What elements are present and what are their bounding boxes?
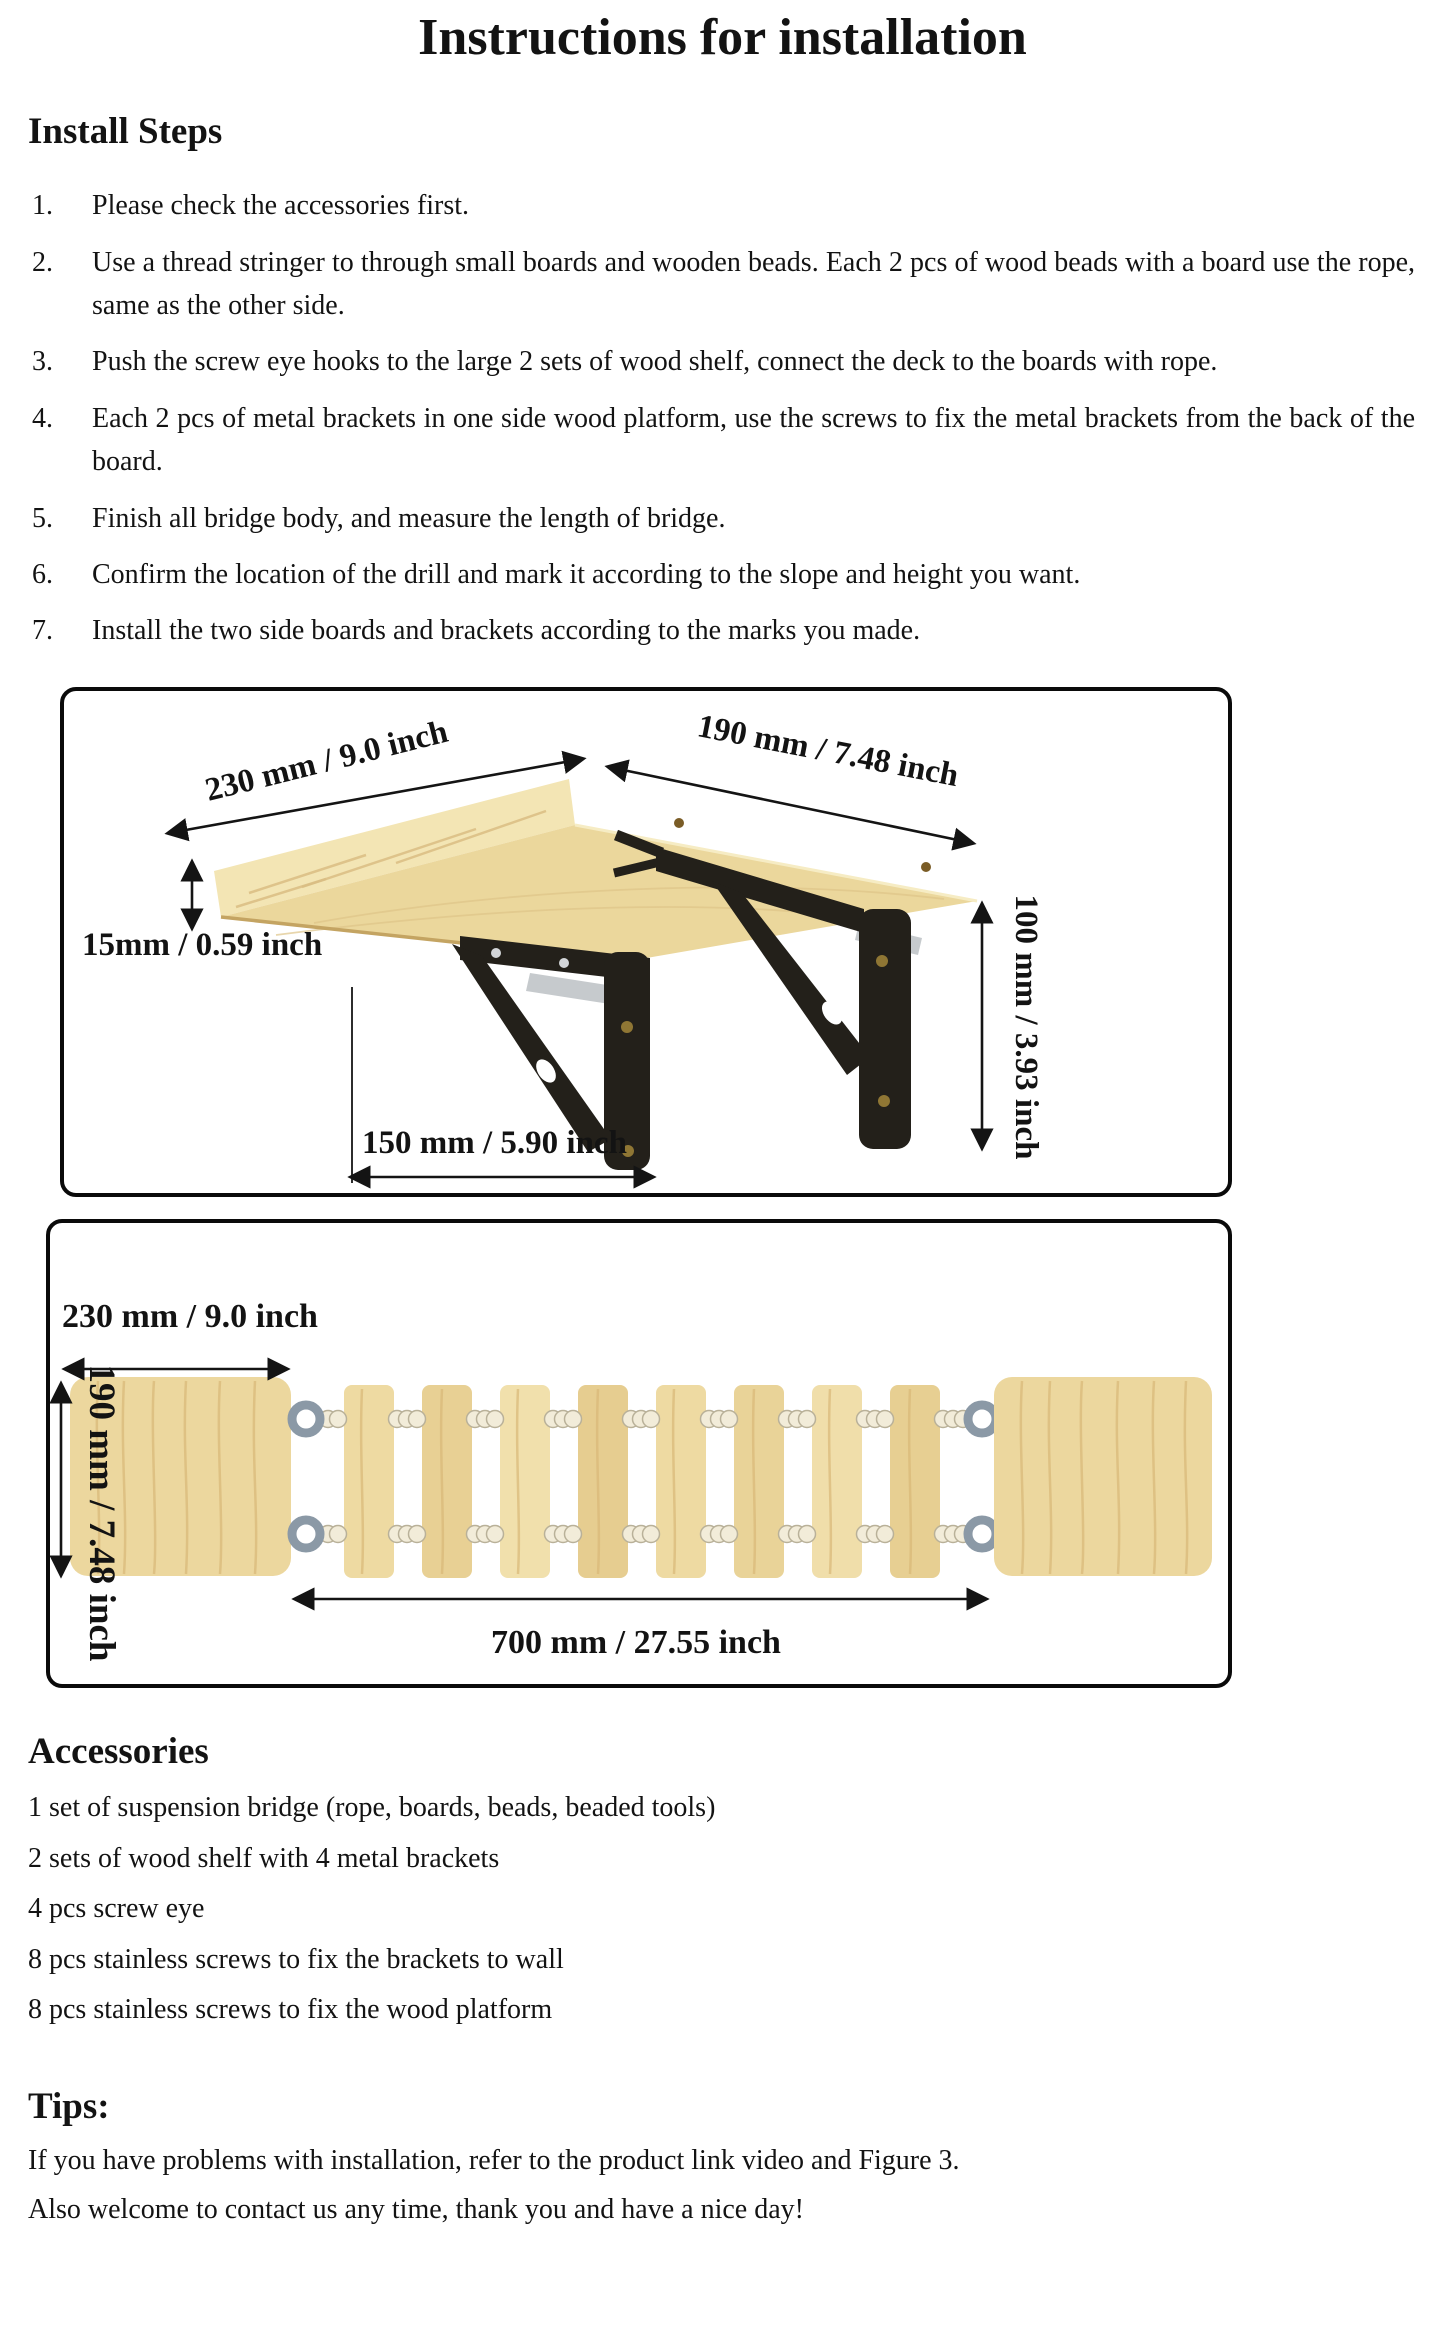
install-step bbox=[30, 609, 1415, 652]
install-steps-heading: Install Steps bbox=[28, 110, 223, 152]
dimension-label-15: 15mm / 0.59 inch bbox=[82, 926, 323, 963]
screw bbox=[878, 1095, 890, 1107]
figure-bridge bbox=[50, 1223, 1228, 1684]
dimension-label-190: 190 mm / 7.48 inch bbox=[694, 707, 962, 794]
dimension-label-700: 700 mm / 27.55 inch bbox=[491, 1623, 781, 1661]
screw bbox=[491, 948, 501, 958]
install-steps-list bbox=[30, 184, 1415, 653]
screw-hole bbox=[921, 862, 931, 872]
screw-eye-ring bbox=[292, 1405, 320, 1433]
install-step-text: Please check the accessories first. bbox=[92, 190, 470, 222]
screw bbox=[559, 958, 569, 968]
screw-eye-ring bbox=[292, 1520, 320, 1548]
install-step-text: Confirm the location of the drill and mark it according to the slope and height you want. bbox=[92, 558, 1081, 590]
install-step-text: Each 2 pcs of metal brackets in one side wood platform, use the screws to fix the metal brackets from the back of the board. bbox=[92, 402, 1415, 478]
figure-shelf-frame bbox=[60, 687, 1232, 1197]
dimension-label-190: 190 mm / 7.48 inch bbox=[81, 1364, 122, 1662]
install-step-text: Push the screw eye hooks to the large 2 sets of wood shelf, connect the deck to the boards with rope. bbox=[92, 346, 1218, 378]
screw bbox=[876, 955, 888, 967]
bracket-wall-plate bbox=[859, 909, 911, 1149]
install-step bbox=[30, 553, 1415, 596]
install-step-text: Install the two side boards and brackets according to the marks you made. bbox=[92, 615, 921, 647]
dimension-label-150: 150 mm / 5.90 inch bbox=[362, 1124, 627, 1161]
figure-shelf bbox=[64, 691, 1228, 1193]
accessory-item: 1 set of suspension bridge (rope, boards, beads, beaded tools) bbox=[28, 1792, 716, 1824]
accessory-item: 4 pcs screw eye bbox=[28, 1893, 205, 1925]
dimension-label-100: 100 mm / 3.93 inch bbox=[1008, 894, 1044, 1160]
tip-line: Also welcome to contact us any time, thank you and have a nice day! bbox=[28, 2194, 804, 2226]
figure-bridge-frame bbox=[46, 1219, 1232, 1688]
tip-line: If you have problems with installation, refer to the product link video and Figure 3. bbox=[28, 2145, 960, 2177]
page-title: Instructions for installation bbox=[418, 9, 1027, 66]
bridge-right-board bbox=[994, 1377, 1212, 1576]
rope-beads bbox=[310, 1410, 972, 1542]
accessory-item: 8 pcs stainless screws to fix the brackets to wall bbox=[28, 1943, 564, 1975]
install-step bbox=[30, 397, 1415, 484]
install-step bbox=[30, 241, 1415, 328]
tips-heading: Tips: bbox=[28, 2086, 110, 2128]
screw-hole bbox=[674, 818, 684, 828]
dimension-label-230: 230 mm / 9.0 inch bbox=[62, 1297, 318, 1335]
dimension-label-230: 230 mm / 9.0 inch bbox=[201, 713, 452, 809]
screw bbox=[621, 1021, 633, 1033]
accessory-item: 8 pcs stainless screws to fix the wood platform bbox=[28, 1994, 553, 2026]
accessory-item: 2 sets of wood shelf with 4 metal brackets bbox=[28, 1842, 500, 1874]
accessories-heading: Accessories bbox=[28, 1730, 209, 1772]
install-step-text: Finish all bridge body, and measure the length of bridge. bbox=[92, 502, 726, 534]
install-step-text: Use a thread stringer to through small boards and wooden beads. Each 2 pcs of wood beads with a board use the rope, same as the other side. bbox=[92, 246, 1415, 321]
install-step bbox=[30, 184, 1415, 227]
install-step bbox=[30, 340, 1415, 383]
screw-eye-ring bbox=[968, 1520, 996, 1548]
screw-eye-ring bbox=[968, 1405, 996, 1433]
install-step bbox=[30, 497, 1415, 540]
